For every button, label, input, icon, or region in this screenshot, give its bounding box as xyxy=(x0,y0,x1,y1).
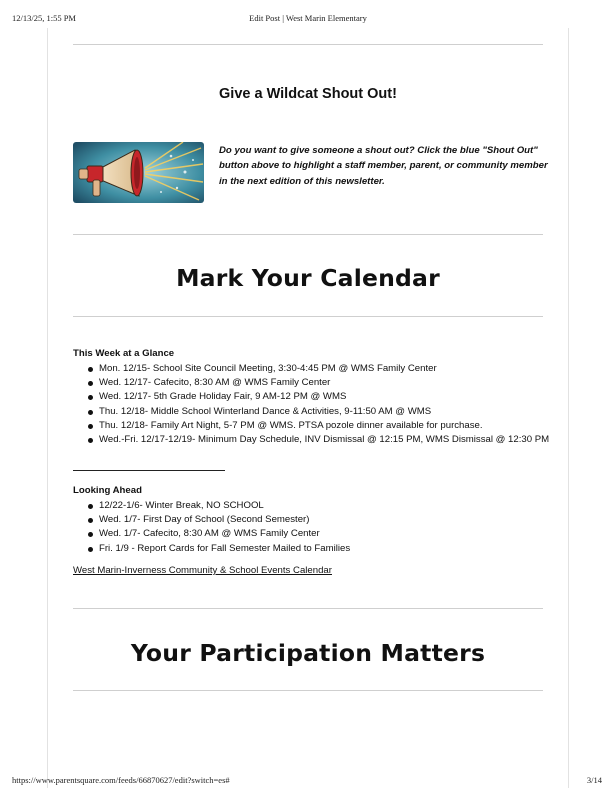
looking-ahead-label: Looking Ahead xyxy=(73,485,142,496)
list-item: Wed. 1/7- Cafecito, 8:30 AM @ WMS Family Center xyxy=(73,527,553,541)
list-item: Thu. 12/18- Middle School Winterland Dance & Activities, 9-11:50 AM @ WMS xyxy=(73,405,553,419)
list-item: Mon. 12/15- School Site Council Meeting, 3:30-4:45 PM @ WMS Family Center xyxy=(73,362,553,376)
megaphone-illustration xyxy=(73,142,204,203)
this-week-list xyxy=(73,362,553,447)
mark-your-calendar-heading: Mark Your Calendar xyxy=(176,264,440,292)
list-item: Wed.-Fri. 12/17-12/19- Minimum Day Schedule, INV Dismissal @ 12:15 PM, WMS Dismissal @ 12:30 PM xyxy=(73,433,553,447)
print-datetime: 12/13/25, 1:55 PM xyxy=(12,13,76,23)
list-item: Fri. 1/9 - Report Cards for Fall Semester Mailed to Families xyxy=(73,542,553,556)
section-divider xyxy=(73,608,543,609)
shout-out-description: Do you want to give someone a shout out? Click the blue "Shout Out" button above to highlight a staff member, parent, or community member in the next edition of this newsletter. xyxy=(219,145,548,187)
print-url: https://www.parentsquare.com/feeds/66870627/edit?switch=es# xyxy=(12,775,230,785)
section-divider xyxy=(73,316,543,317)
print-page-title: Edit Post | West Marin Elementary xyxy=(249,13,367,23)
megaphone-icon xyxy=(73,142,204,203)
page-right-border xyxy=(568,28,569,788)
list-item: Wed. 12/17- 5th Grade Holiday Fair, 9 AM-12 PM @ WMS xyxy=(73,390,553,404)
this-week-label: This Week at a Glance xyxy=(73,348,175,359)
events-calendar-link[interactable]: West Marin-Inverness Community & School Events Calendar xyxy=(73,565,332,576)
page-left-border xyxy=(47,28,48,788)
dash-divider xyxy=(73,470,225,471)
participation-heading: Your Participation Matters xyxy=(130,639,486,667)
looking-ahead-list xyxy=(73,499,553,556)
section-divider xyxy=(73,234,543,235)
print-page-number: 3/14 xyxy=(586,775,602,785)
list-item: Wed. 12/17- Cafecito, 8:30 AM @ WMS Family Center xyxy=(73,376,553,390)
list-item: 12/22-1/6- Winter Break, NO SCHOOL xyxy=(73,499,553,513)
section-divider xyxy=(73,44,543,45)
section-divider xyxy=(73,690,543,691)
list-item: Wed. 1/7- First Day of School (Second Semester) xyxy=(73,513,553,527)
shout-out-title: Give a Wildcat Shout Out! xyxy=(219,86,397,102)
list-item: Thu. 12/18- Family Art Night, 5-7 PM @ WMS. PTSA pozole dinner available for purchase. xyxy=(73,419,553,433)
